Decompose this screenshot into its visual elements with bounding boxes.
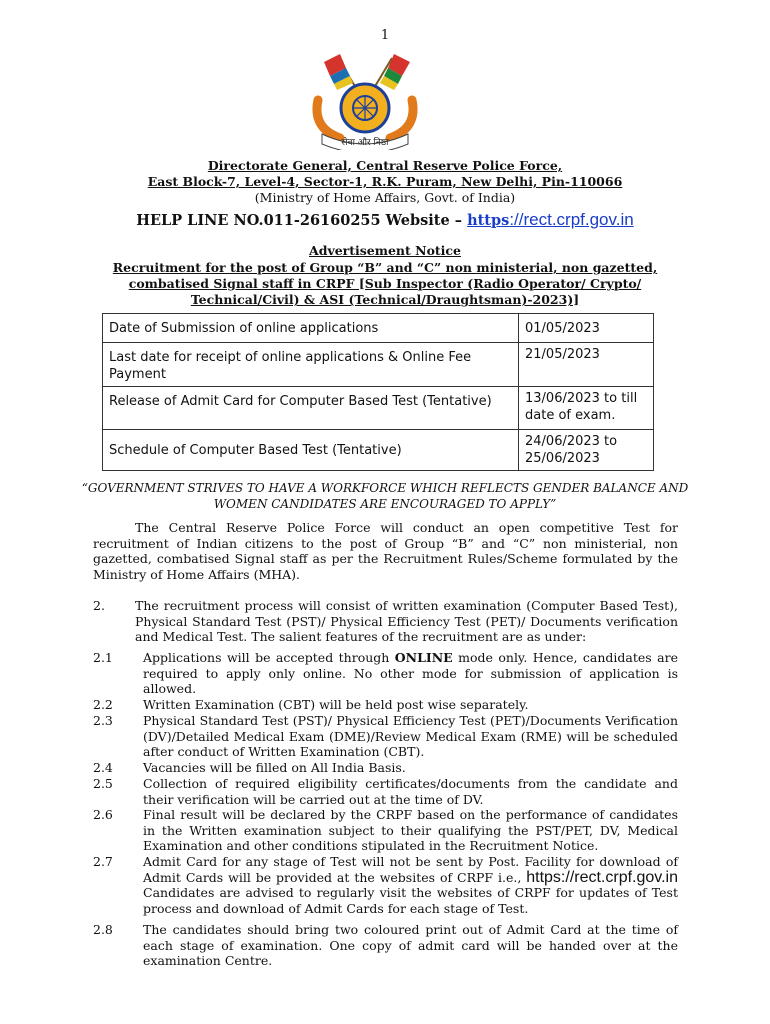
subpoint-text: Final result will be declared by the CRPF based on the performance of candidates in the Written examination subject to their qualifying the PST/PET, DV, Medical Examination and other conditions stipulated in the Recruitment Notice. (143, 807, 678, 854)
subpoint-number: 2.2 (93, 697, 113, 712)
subpoint-text: Vacancies will be filled on All India Basis. (143, 760, 406, 775)
subpoint-text: The candidates should bring two coloured print out of Admit Card at the time of each stage of examination. One copy of admit card will be handed over at the examination Centre. (143, 922, 678, 969)
schedule-event: Last date for receipt of online applications & Online Fee Payment (103, 343, 519, 387)
intro-paragraph: The Central Reserve Police Force will conduct an open competitive Test for recruitment of Indian citizens to the post of Group “B” and “C” non ministerial, non gazetted, combatised Signal staff as per the Recruitment Rules/Scheme formulated by the Ministry of Home Affairs (MHA). (93, 520, 678, 582)
address-line: East Block-7, Level-4, Sector-1, R.K. Puram, New Delhi, Pin-110066 (147, 174, 623, 189)
subpoint-number: 2.5 (93, 776, 113, 791)
subpoint-text: Physical Standard Test (PST)/ Physical Efficiency Test (PET)/Documents Verification (DV)/Detailed Medical Exam (DME)/Review Medical Exam (RME) will be scheduled after conduct of Written Examination (CBT). (143, 713, 678, 760)
schedule-event: Date of Submission of online applications (103, 314, 519, 343)
advertisement-subject-line2: combatised Signal staff in CRPF [Sub Inspector (Radio Operator/ Crypto/ (128, 276, 642, 291)
website-link[interactable]: ://rect.crpf.gov.in (509, 210, 634, 229)
schedule-event: Release of Admit Card for Computer Based Test (Tentative) (103, 387, 519, 430)
subpoint-number: 2.1 (93, 650, 113, 665)
schedule-date: 21/05/2023 (519, 343, 654, 387)
schedule-date: 01/05/2023 (519, 314, 654, 343)
table-row (103, 430, 654, 471)
advertisement-title: Advertisement Notice (309, 243, 461, 258)
advertisement-subject-line3: Technical/Civil) & ASI (Technical/Draughtsman)-2023)] (190, 292, 580, 307)
subpoint-text: Written Examination (CBT) will be held post wise separately. (143, 697, 529, 712)
crpf-logo (300, 50, 430, 150)
schedule-date: 13/06/2023 to till date of exam. (519, 387, 654, 430)
point-2 (93, 598, 678, 646)
table-row (103, 387, 654, 430)
subpoint-text: Collection of required eligibility certificates/documents from the candidate and their verification will be carried out at the time of DV. (143, 776, 678, 807)
schedule-date: 24/06/2023 to 25/06/2023 (519, 430, 654, 471)
subpoint-number: 2.3 (93, 713, 113, 728)
subpoint-number: 2.4 (93, 760, 113, 775)
table-row (103, 343, 654, 387)
point-number: 2. (93, 598, 105, 613)
gender-balance-quote: “GOVERNMENT STRIVES TO HAVE A WORKFORCE WHICH REFLECTS GENDER BALANCE AND WOMEN CANDIDATES ARE ENCOURAGED TO APPLY” (81, 481, 689, 511)
website-link[interactable]: https://rect.crpf.gov.in (526, 868, 678, 886)
advertisement-subject-line1: Recruitment for the post of Group “B” and “C” non ministerial, non gazetted, (112, 260, 658, 275)
org-line: Directorate General, Central Reserve Police Force, (207, 158, 563, 173)
subpoint-number: 2.7 (93, 854, 113, 869)
helpline-text: HELP LINE NO.011-26160255 Website – (136, 212, 468, 229)
online-emphasis: ONLINE (394, 650, 453, 665)
schedule-table (102, 313, 654, 471)
table-row (103, 314, 654, 343)
point-text: The recruitment process will consist of written examination (Computer Based Test), Physical Standard Test (PST)/ Physical Efficiency Test (PET)/ Documents verification and Medical Test. The salient features of the recruitment are as under: (135, 598, 678, 645)
website-link-scheme[interactable]: https (467, 212, 510, 229)
subpoint-number: 2.6 (93, 807, 113, 822)
subpoint-number: 2.8 (93, 922, 113, 937)
schedule-event: Schedule of Computer Based Test (Tentative) (103, 430, 519, 471)
ministry-line: (Ministry of Home Affairs, Govt. of India) (254, 190, 516, 205)
logo-motto: सेवा और निष्ठा (341, 138, 389, 148)
page-number: 1 (380, 28, 390, 43)
helpline (0, 210, 770, 230)
